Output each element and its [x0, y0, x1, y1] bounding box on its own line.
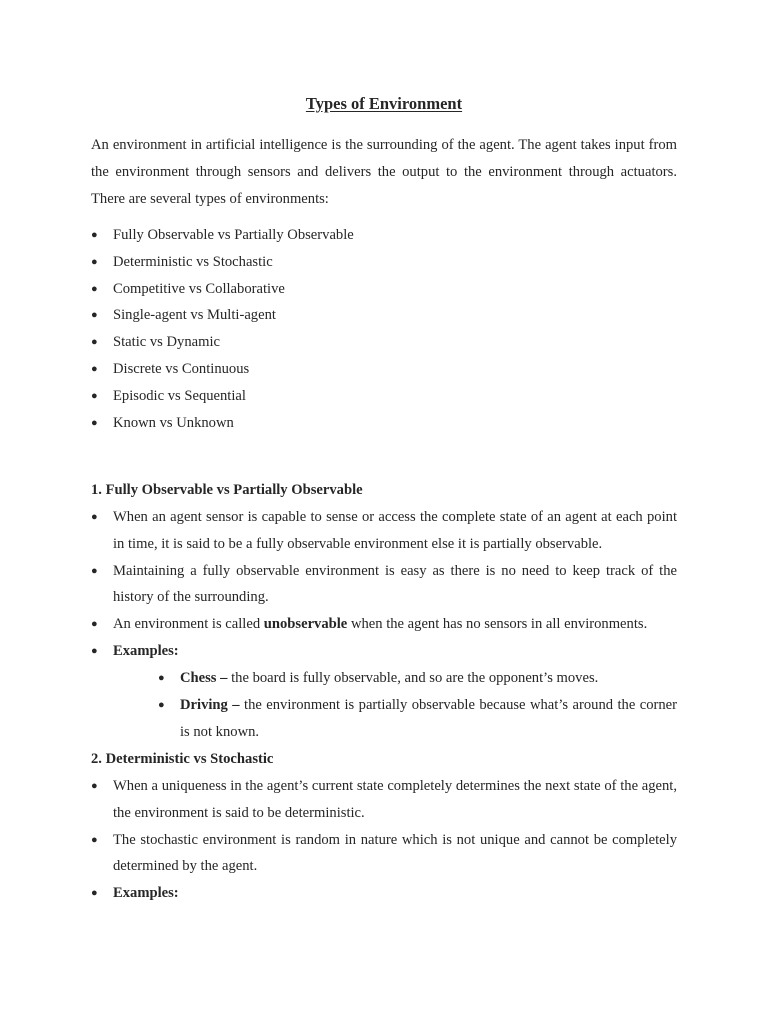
list-item: ● An environment is called unobservable when the agent has no sensors in all environments.: [91, 611, 677, 638]
page-title: Types of Environment: [305, 94, 463, 113]
section-1-list: [91, 504, 677, 665]
bullet-icon: ●: [91, 564, 98, 577]
section-1-heading: 1. Fully Observable vs Partially Observable: [91, 482, 363, 498]
list-item: ● Known vs Unknown: [91, 410, 677, 437]
bullet-icon: ●: [91, 780, 98, 792]
list-item: ● When an agent sensor is capable to sense or access the complete state of an agent at each point in time, it is said to be a fully observable environment else it is partially observable.: [91, 504, 677, 558]
environment-types-list: [91, 222, 677, 436]
list-item: ● Static vs Dynamic: [91, 329, 677, 356]
list-item: [91, 638, 677, 665]
bullet-icon: ●: [91, 282, 98, 295]
bullet-icon: ●: [91, 336, 98, 349]
bullet-icon: ●: [158, 698, 165, 711]
example-term: Chess –: [180, 670, 232, 686]
bullet-icon: ●: [91, 416, 98, 429]
list-item: ● Episodic vs Sequential: [91, 383, 677, 410]
list-item: [91, 880, 677, 907]
list-item: ● When a uniqueness in the agent’s current state completely determines the next state of the agent, the environment is said to be deterministic.: [91, 773, 677, 827]
list-item: ● Discrete vs Continuous: [91, 356, 677, 383]
list-item: ● Driving – the environment is partially observable because what’s around the corner is not known.: [158, 692, 677, 746]
bullet-icon: ●: [91, 255, 98, 268]
list-item: ● Deterministic vs Stochastic: [91, 249, 677, 276]
bullet-icon: ●: [91, 511, 98, 523]
list-item: ● Fully Observable vs Partially Observable: [91, 222, 677, 249]
list-item: ● The stochastic environment is random in nature which is not unique and cannot be completely determined by the agent.: [91, 827, 677, 881]
bullet-icon: ●: [91, 389, 98, 402]
unobservable-term: unobservable: [263, 616, 348, 633]
bullet-icon: ●: [91, 362, 98, 375]
bullet-icon: ●: [91, 229, 98, 241]
example-term: Driving –: [180, 696, 245, 713]
bullet-icon: ●: [91, 887, 98, 900]
bullet-icon: ●: [91, 309, 98, 322]
section-2-heading: 2. Deterministic vs Stochastic: [91, 751, 274, 767]
list-item: ● Maintaining a fully observable environment is easy as there is no need to keep track of the history of the surrounding.: [91, 558, 677, 612]
bullet-icon: ●: [91, 618, 98, 631]
bullet-icon: ●: [91, 644, 98, 657]
examples-label: Examples:: [113, 642, 179, 659]
examples-label: Examples:: [113, 885, 179, 902]
bullet-icon: ●: [91, 833, 98, 846]
intro-paragraph: An environment in artificial intelligence is the surrounding of the agent. The agent takes input from the environment through sensors and delivers the output to the environment through actuators. There are several types of environments:: [91, 137, 677, 207]
section-2-list: [91, 773, 677, 907]
section-1-examples-list: [158, 665, 677, 745]
list-item: ● Competitive vs Collaborative: [91, 276, 677, 303]
list-item: ● Chess – the board is fully observable, and so are the opponent’s moves.: [158, 665, 677, 692]
bullet-icon: ●: [158, 672, 165, 684]
list-item: ● Single-agent vs Multi-agent: [91, 302, 677, 329]
